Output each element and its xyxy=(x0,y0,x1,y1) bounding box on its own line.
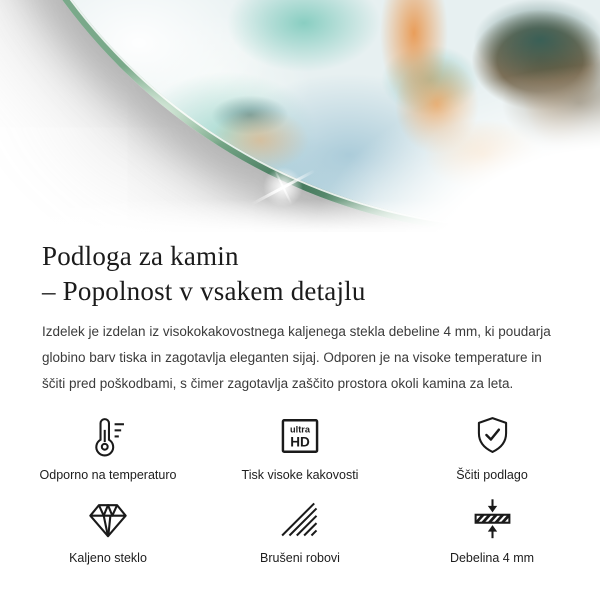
feature-temperature xyxy=(12,412,204,482)
svg-text:HD: HD xyxy=(290,434,310,449)
feature-grid xyxy=(0,412,600,578)
feature-label: Debelina 4 mm xyxy=(449,551,535,565)
product-info-section xyxy=(0,239,600,397)
product-hero-image xyxy=(0,0,600,232)
thermometer-icon xyxy=(86,413,131,458)
thickness-icon xyxy=(470,496,515,541)
shield-check-icon xyxy=(470,413,515,458)
feature-label: Ščiti podlago xyxy=(456,468,528,482)
feature-protects-surface xyxy=(396,412,588,482)
feature-label: Tisk visoke kakovosti xyxy=(241,468,359,482)
diamond-icon xyxy=(85,498,131,540)
feature-label: Brušeni robovi xyxy=(260,551,340,565)
ultra-hd-icon xyxy=(279,415,321,457)
feature-label: Kaljeno steklo xyxy=(69,551,147,565)
page-title xyxy=(42,239,558,309)
title-line-2: – Popolnost v vsakem detajlu xyxy=(42,276,366,306)
feature-polished-edges xyxy=(204,495,396,565)
feature-label: Odporno na temperaturo xyxy=(39,468,177,482)
feature-print-quality xyxy=(204,412,396,482)
svg-text:ultra: ultra xyxy=(290,424,310,434)
feature-thickness xyxy=(396,495,588,565)
beveled-edges-icon xyxy=(278,497,322,541)
title-line-1: Podloga za kamin xyxy=(42,241,239,271)
product-description: Izdelek je izdelan iz visokokakovostnega kaljenega stekla debeline 4 mm, ki poudarja globino barv tiska in zagotavlja eleganten sijaj. Odporen je na visoke temperature in ščiti pred poškodbami, s čimer zagotavlja zaščito prostora okoli kamina za leta. xyxy=(42,324,551,391)
feature-tempered-glass xyxy=(12,495,204,565)
